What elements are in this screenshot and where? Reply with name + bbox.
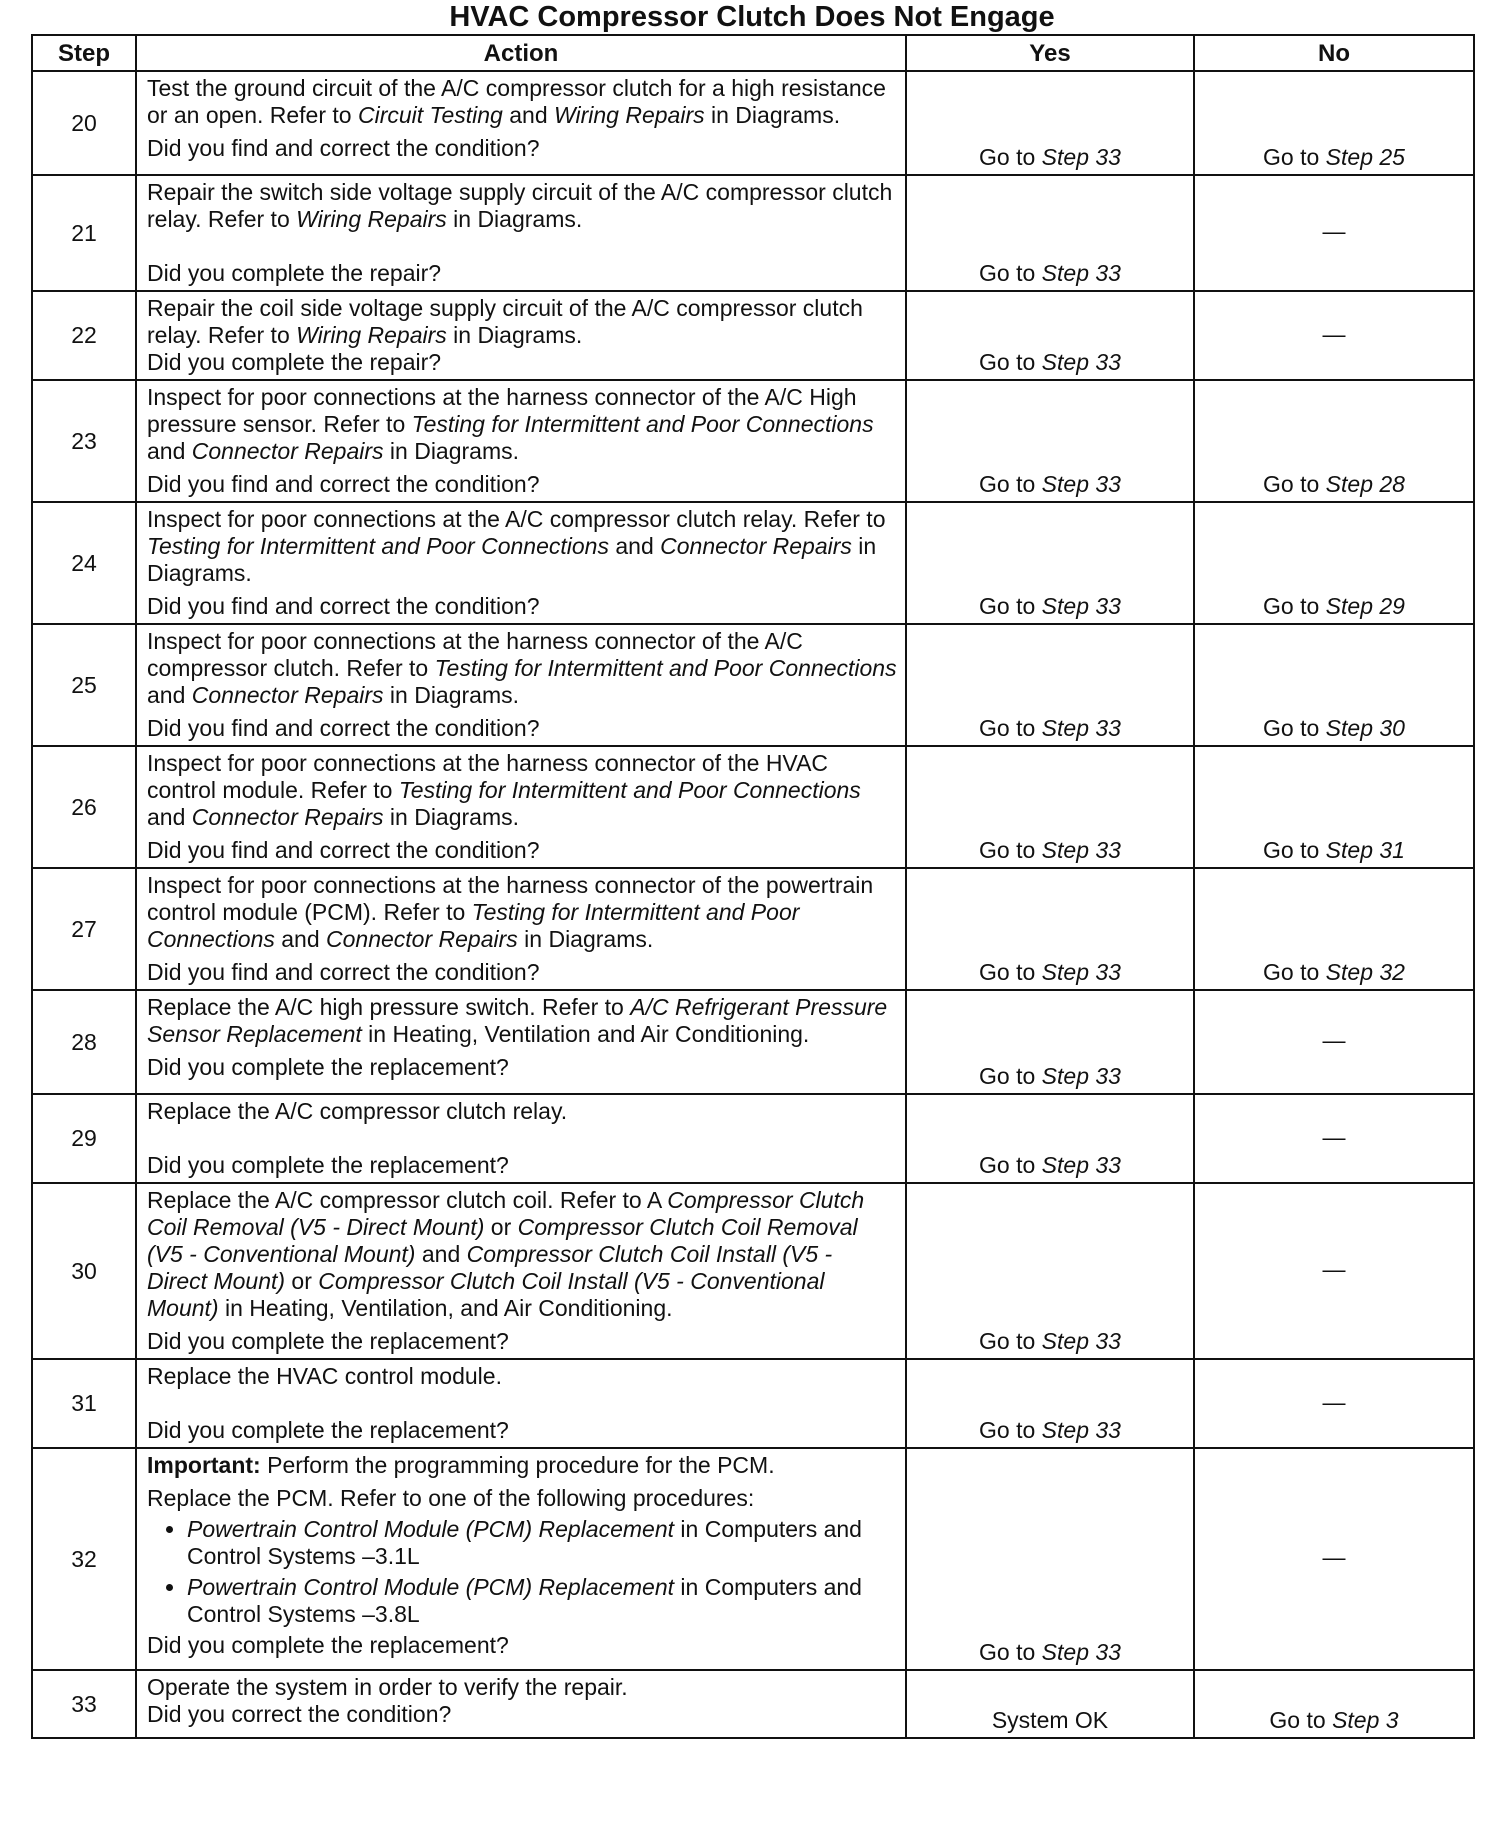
action-text-part: in Heating, Ventilation and Air Conditioning.	[361, 1021, 810, 1047]
reference-link[interactable]: Wiring Repairs	[296, 322, 447, 348]
reference-link[interactable]: Connector Repairs	[660, 533, 852, 559]
header-step: Step	[32, 35, 136, 71]
goto-label: Go to	[979, 593, 1042, 619]
diagnostic-table	[31, 34, 1475, 1739]
step-link[interactable]: Step 31	[1325, 837, 1405, 863]
step-link[interactable]: Step 30	[1325, 715, 1405, 741]
goto-label: Go to	[979, 715, 1042, 741]
step-number: 20	[32, 71, 136, 175]
action-text-part: Repair the switch side voltage supply circuit of the A/C compressor clutch relay. Refer to	[147, 179, 893, 232]
action-cell	[136, 1359, 906, 1448]
no-cell: —	[1194, 1094, 1474, 1183]
step-link[interactable]: Step 33	[1041, 837, 1121, 863]
action-cell	[136, 291, 906, 380]
table-header-row	[32, 35, 1474, 71]
step-number: 21	[32, 175, 136, 291]
action-cell	[136, 1183, 906, 1359]
action-cell	[136, 71, 906, 175]
table-row	[32, 868, 1474, 990]
goto-label: Go to	[979, 1152, 1042, 1178]
yes-cell	[906, 71, 1194, 175]
action-text	[147, 994, 897, 1048]
step-link[interactable]: Step 29	[1325, 593, 1405, 619]
action-cell	[136, 1448, 906, 1670]
goto-label: Go to	[1263, 715, 1326, 741]
action-text: Replace the A/C compressor clutch relay.	[147, 1098, 568, 1124]
goto-label: Go to	[1269, 1707, 1333, 1733]
step-link[interactable]: Step 33	[1041, 144, 1121, 170]
yes-cell	[906, 1448, 1194, 1670]
table-row	[32, 1183, 1474, 1359]
goto-label: Go to	[1263, 144, 1326, 170]
action-text: Replace the PCM. Refer to one of the following procedures:	[147, 1485, 755, 1511]
list-item	[187, 1516, 897, 1570]
goto-label: Go to	[1263, 959, 1326, 985]
goto-label: Go to	[979, 144, 1042, 170]
action-text-part: Test the ground circuit of the A/C compressor clutch for a high resistance or an open. Refer to	[147, 75, 886, 128]
table-row	[32, 1448, 1474, 1670]
no-cell	[1194, 71, 1474, 175]
question-text: Did you find and correct the condition?	[147, 135, 540, 161]
step-number: 31	[32, 1359, 136, 1448]
action-text-part: Replace the A/C compressor clutch coil. Refer to A	[147, 1187, 668, 1213]
action-text-part: and	[147, 804, 192, 830]
reference-link[interactable]: Wiring Repairs	[296, 206, 447, 232]
step-number: 30	[32, 1183, 136, 1359]
goto-label: Go to	[979, 471, 1042, 497]
action-text-part: and	[274, 926, 327, 952]
reference-link[interactable]: Connector Repairs	[326, 926, 518, 952]
action-cell	[136, 502, 906, 624]
table-row	[32, 990, 1474, 1094]
action-text-part: and	[608, 533, 661, 559]
page-title: HVAC Compressor Clutch Does Not Engage	[449, 1, 1055, 33]
action-cell	[136, 380, 906, 502]
step-number: 32	[32, 1448, 136, 1670]
goto-label: Go to	[979, 1063, 1042, 1089]
yes-cell	[906, 868, 1194, 990]
action-text-part: in Diagrams.	[517, 926, 654, 952]
step-link[interactable]: Step 33	[1041, 260, 1121, 286]
no-cell	[1194, 624, 1474, 746]
action-text-part: in Diagrams.	[704, 102, 841, 128]
no-cell: —	[1194, 1359, 1474, 1448]
action-cell	[136, 1094, 906, 1183]
reference-link[interactable]: Compressor Clutch Coil Install (V5 - Conventional Mount)	[147, 1268, 825, 1321]
reference-link[interactable]: Compressor Clutch Coil Install (V5 - Direct Mount)	[147, 1241, 833, 1294]
list-item	[187, 1574, 897, 1628]
goto-label: Go to	[979, 959, 1042, 985]
yes-cell	[906, 990, 1194, 1094]
table-row	[32, 380, 1474, 502]
step-number: 27	[32, 868, 136, 990]
step-link[interactable]: Step 3	[1332, 1707, 1399, 1733]
step-link[interactable]: Step 33	[1041, 1417, 1121, 1443]
action-text-part: in Diagrams.	[383, 804, 520, 830]
no-cell: —	[1194, 291, 1474, 380]
no-cell: —	[1194, 175, 1474, 291]
action-text	[147, 179, 897, 233]
goto-label: Go to	[979, 1417, 1042, 1443]
step-link[interactable]: Step 33	[1041, 715, 1121, 741]
action-cell	[136, 175, 906, 291]
action-text	[147, 872, 897, 953]
action-text-part: Inspect for poor connections at the harness connector of the powertrain control module (PCM). Refer to	[147, 872, 874, 925]
step-number: 24	[32, 502, 136, 624]
question-text: Did you complete the replacement?	[147, 1328, 509, 1354]
step-link[interactable]: Step 32	[1325, 959, 1405, 985]
step-link[interactable]: Step 33	[1041, 959, 1121, 985]
table-row	[32, 1670, 1474, 1738]
reference-link[interactable]: Wiring Repairs	[554, 102, 705, 128]
action-text-part: and	[415, 1241, 467, 1267]
goto-label: Go to	[979, 1639, 1042, 1665]
action-cell	[136, 624, 906, 746]
step-link[interactable]: Step 33	[1041, 349, 1121, 375]
question-text: Did you find and correct the condition?	[147, 715, 540, 741]
goto-label: Go to	[979, 1328, 1042, 1354]
step-number: 25	[32, 624, 136, 746]
action-text-part: and	[147, 682, 192, 708]
step-link[interactable]: Step 28	[1325, 471, 1405, 497]
action-cell	[136, 1670, 906, 1738]
action-text	[147, 295, 897, 349]
reference-link[interactable]: Powertrain Control Module (PCM) Replacement	[187, 1516, 675, 1542]
step-number: 23	[32, 380, 136, 502]
no-cell	[1194, 868, 1474, 990]
table-row	[32, 624, 1474, 746]
list-item-text: in Computers and Control Systems –3.1L	[187, 1516, 862, 1569]
action-cell	[136, 868, 906, 990]
yes-cell	[906, 746, 1194, 868]
action-text-part: or	[484, 1214, 518, 1240]
reference-link[interactable]: Testing for Intermittent and Poor Connections	[147, 533, 609, 559]
yes-cell	[906, 1183, 1194, 1359]
table-row	[32, 1094, 1474, 1183]
no-cell	[1194, 746, 1474, 868]
goto-label: Go to	[979, 260, 1042, 286]
question-text: Did you complete the repair?	[147, 349, 442, 375]
reference-link[interactable]: Connector Repairs	[191, 804, 384, 830]
action-text	[147, 75, 897, 129]
goto-label: Go to	[1263, 837, 1326, 863]
action-text: Operate the system in order to verify the repair.	[147, 1674, 628, 1700]
important-text: Perform the programming procedure for the PCM.	[260, 1452, 775, 1478]
step-link[interactable]: Step 33	[1041, 593, 1121, 619]
question-text: Did you find and correct the condition?	[147, 471, 540, 497]
no-cell: —	[1194, 1448, 1474, 1670]
step-number: 33	[32, 1670, 136, 1738]
action-cell	[136, 746, 906, 868]
table-row	[32, 71, 1474, 175]
important-note	[147, 1452, 897, 1479]
question-text: Did you find and correct the condition?	[147, 837, 540, 863]
question-text: Did you find and correct the condition?	[147, 959, 540, 985]
question-text: Did you correct the condition?	[147, 1701, 452, 1727]
yes-cell	[906, 1094, 1194, 1183]
table-row	[32, 746, 1474, 868]
question-text: Did you find and correct the condition?	[147, 593, 540, 619]
yes-cell	[906, 380, 1194, 502]
header-no: No	[1194, 35, 1474, 71]
reference-link[interactable]: Powertrain Control Module (PCM) Replacement	[187, 1574, 675, 1600]
step-link[interactable]: Step 33	[1041, 471, 1121, 497]
goto-label: Go to	[979, 837, 1042, 863]
yes-cell	[906, 624, 1194, 746]
action-cell	[136, 990, 906, 1094]
step-link[interactable]: Step 33	[1041, 1639, 1121, 1665]
action-text-part: Inspect for poor connections at the A/C compressor clutch relay. Refer to	[147, 506, 886, 532]
yes-cell	[906, 502, 1194, 624]
header-yes: Yes	[906, 35, 1194, 71]
action-text-part: Inspect for poor connections at the harness connector of the A/C High pressure sensor. Refer to	[147, 384, 857, 437]
question-text: Did you complete the replacement?	[147, 1054, 509, 1080]
action-text-part: in Diagrams.	[446, 322, 583, 348]
step-link[interactable]: Step 33	[1041, 1063, 1121, 1089]
question-text: Did you complete the replacement?	[147, 1152, 509, 1178]
reference-link[interactable]: Testing for Intermittent and Poor Connections	[411, 411, 874, 437]
no-cell	[1194, 380, 1474, 502]
action-text	[147, 506, 897, 587]
no-cell	[1194, 1670, 1474, 1738]
action-text-part: in Diagrams.	[147, 533, 877, 586]
reference-link[interactable]: A/C Refrigerant Pressure Sensor Replacement	[147, 994, 888, 1047]
reference-link[interactable]: Circuit Testing	[357, 102, 503, 128]
question-text: Did you complete the replacement?	[147, 1417, 509, 1443]
yes-cell: System OK	[906, 1670, 1194, 1738]
action-text	[147, 750, 897, 831]
table-row	[32, 1359, 1474, 1448]
reference-link[interactable]: Compressor Clutch Coil Removal (V5 - Conventional Mount)	[147, 1214, 858, 1267]
step-number: 29	[32, 1094, 136, 1183]
header-action: Action	[136, 35, 906, 71]
list-item-text: in Computers and Control Systems –3.8L	[187, 1574, 862, 1627]
reference-link[interactable]: Testing for Intermittent and Poor Connections	[434, 655, 897, 681]
step-link[interactable]: Step 33	[1041, 1328, 1121, 1354]
action-text-part: in Diagrams.	[446, 206, 583, 232]
goto-label: Go to	[979, 349, 1042, 375]
yes-cell	[906, 175, 1194, 291]
action-text	[147, 628, 897, 709]
no-cell	[1194, 502, 1474, 624]
action-text-part: Inspect for poor connections at the harness connector of the HVAC control module. Refer to	[147, 750, 829, 803]
action-text: Replace the HVAC control module.	[147, 1363, 502, 1389]
action-text-part: Inspect for poor connections at the harness connector of the A/C compressor clutch. Refer to	[147, 628, 803, 681]
action-text-part: in Heating, Ventilation, and Air Conditioning.	[218, 1295, 673, 1321]
step-number: 28	[32, 990, 136, 1094]
reference-link[interactable]: Testing for Intermittent and Poor Connections	[398, 777, 861, 803]
action-text-part: Repair the coil side voltage supply circuit of the A/C compressor clutch relay. Refer to	[147, 295, 863, 348]
action-text-part: and	[502, 102, 554, 128]
no-cell: —	[1194, 1183, 1474, 1359]
yes-cell	[906, 291, 1194, 380]
yes-cell	[906, 1359, 1194, 1448]
table-row	[32, 175, 1474, 291]
step-link[interactable]: Step 33	[1041, 1152, 1121, 1178]
reference-link[interactable]: Connector Repairs	[191, 438, 384, 464]
goto-label: Go to	[1263, 471, 1326, 497]
action-text-part: and	[147, 438, 192, 464]
goto-label: Go to	[1263, 593, 1326, 619]
procedure-list	[147, 1516, 897, 1628]
reference-link[interactable]: Connector Repairs	[191, 682, 384, 708]
question-text: Did you complete the replacement?	[147, 1632, 509, 1658]
step-number: 22	[32, 291, 136, 380]
question-text: Did you complete the repair?	[147, 260, 442, 286]
no-cell: —	[1194, 990, 1474, 1094]
reference-link[interactable]: Testing for Intermittent and Poor Connections	[147, 899, 800, 952]
action-text-part: Replace the A/C high pressure switch. Refer to	[147, 994, 631, 1020]
action-text-part: in Diagrams.	[383, 682, 520, 708]
action-text	[147, 1187, 897, 1322]
action-text-part: or	[285, 1268, 319, 1294]
action-text-part: in Diagrams.	[383, 438, 520, 464]
table-row	[32, 291, 1474, 380]
action-text	[147, 384, 897, 465]
important-label: Important:	[147, 1452, 261, 1478]
reference-link[interactable]: Compressor Clutch Coil Removal (V5 - Direct Mount)	[147, 1187, 865, 1240]
step-link[interactable]: Step 25	[1325, 144, 1405, 170]
step-number: 26	[32, 746, 136, 868]
table-row	[32, 502, 1474, 624]
